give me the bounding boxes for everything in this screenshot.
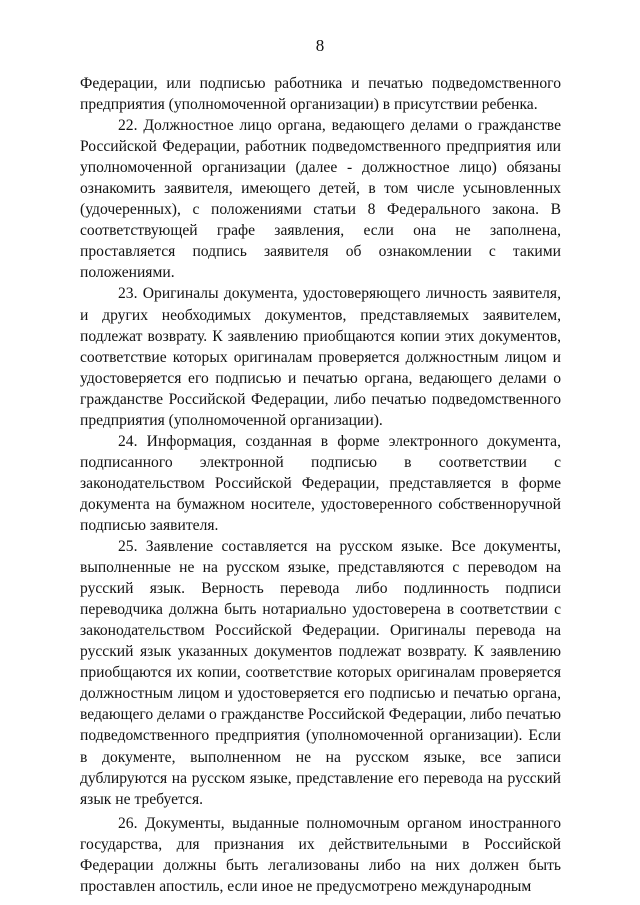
paragraph-24: 24. Информация, созданная в форме электронного документа, подписанного электронной подписью в соответствии с законодательством Российской Федерации, представляется в форме документа на бумажном носителе, удостоверенного собственноручной подписью заявителя. (80, 432, 561, 534)
paragraph-22: 22. Должностное лицо органа, ведающего делами о гражданстве Российской Федерации, работник подведомственного предприятия или уполномоченной организации (далее - должностное лицо) обязаны ознакомить заявителя, имеющего детей, в том числе усыновленных (удочеренных), с положениями статьи 8 Федерального закона. В соответствующей графе заявления, если она не заполнена, проставляется подпись заявителя об ознакомлении с такими положениями. (80, 117, 561, 282)
paragraph-26: 26. Документы, выданные полномочным органом иностранного государства, для признания их действительными в Российской Федерации должны быть легализованы либо на них должен быть проставлен апостиль, если иное не предусмотрено международным (80, 814, 561, 895)
paragraph-25: 25. Заявление составляется на русском языке. Все документы, выполненные не на русском языке, представляются с переводом на русский язык. Верность перевода либо подлинность подписи переводчика должна быть нотариально удостоверена в соответствии с законодательством Российской Федерации. Оригиналы перевода на русский язык указанных документов подлежат возврату. К заявлению приобщаются их копии, соответствие которых оригиналам проверяется должностным лицом и удостоверяется его подписью и печатью органа, ведающего делами о гражданстве Российской Федерации, либо печатью подведомственного предприятия (уполномоченной организации). Если в документе, выполненном не на русском языке, все записи дублируются на русском языке, представление его перевода на русский язык не требуется. (80, 538, 561, 808)
page-number: 8 (315, 36, 325, 55)
paragraph-continuation: Федерации, или подписью работника и печатью подведомственного предприятия (уполномоченной организации) в присутствии ребенка. (80, 75, 561, 114)
document-body (80, 73, 561, 897)
paragraph-23: 23. Оригиналы документа, удостоверяющего личность заявителя, и других необходимых документов, представляемых заявителем, подлежат возврату. К заявлению приобщаются копии этих документов, соответствие которых оригиналам проверяется должностным лицом и удостоверяется его подписью и печатью органа, ведающего делами о гражданстве Российской Федерации, либо печатью подведомственного предприятия (уполномоченной организации). (80, 285, 561, 429)
